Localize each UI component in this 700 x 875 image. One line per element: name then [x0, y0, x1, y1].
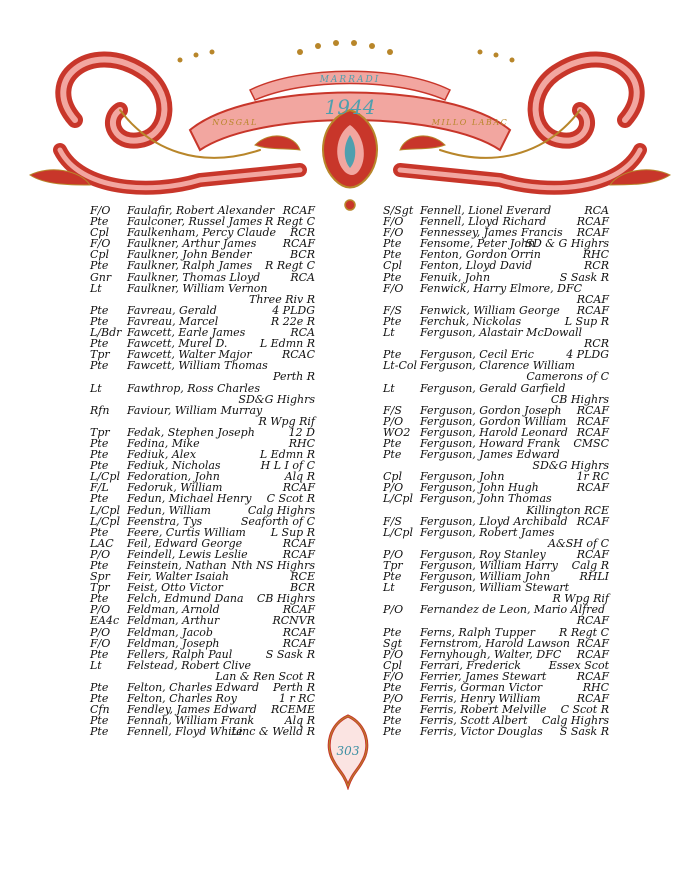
- entry-name: Fellers, Ralph Paul: [127, 647, 233, 661]
- entry-name: Feindell, Lewis Leslie: [127, 547, 248, 561]
- entry-rank: Cpl: [90, 226, 109, 240]
- entry-rank: Gnr: [90, 270, 112, 284]
- entry-name: Ferguson, Clarence William: [420, 359, 575, 373]
- entry-unit: 1 r RC: [279, 692, 315, 706]
- entry-rank: Pte: [383, 714, 402, 728]
- entry-name: Fediuk, Nicholas: [127, 459, 221, 473]
- entry-name: Fedun, William: [127, 503, 211, 517]
- entry-rank: Spr: [90, 570, 110, 584]
- entry-unit: RCAF: [576, 303, 609, 317]
- entry-unit: RCEME: [270, 703, 315, 717]
- entry-name: Ferchuk, Nickolas: [420, 314, 522, 328]
- entry-unit: A&SH of C: [548, 536, 609, 550]
- entry-name: Ferris, Gorman Victor: [420, 681, 543, 695]
- entry-name: Faulkner, John Bender: [127, 248, 252, 262]
- entry-unit: R Regt C: [265, 259, 315, 273]
- entry-rank: Pte: [383, 314, 402, 328]
- entry-unit: RCAF: [282, 547, 315, 561]
- entry-name: Ferris, Henry William: [420, 692, 541, 706]
- entry-name: Ferguson, Robert James: [420, 525, 555, 539]
- entry-unit: RCA: [290, 270, 315, 284]
- entry-rank: S/Sgt: [383, 204, 414, 217]
- entry-rank: F/O: [90, 237, 111, 251]
- entry-rank: Pte: [90, 492, 109, 506]
- entry-name: Felstead, Robert Clive: [127, 658, 252, 672]
- entry-rank: LAC: [90, 536, 114, 550]
- entry-name: Fenton, Lloyd David: [420, 259, 533, 273]
- entry-name: Fedoration, John: [127, 470, 220, 484]
- entry-unit: Calg Highrs: [541, 714, 609, 728]
- roll-entry: [90, 726, 315, 737]
- entry-name: Feldman, Arthur: [127, 614, 220, 628]
- entry-unit: RCAF: [282, 636, 315, 650]
- roll-entry: [90, 272, 315, 283]
- entry-unit: RCR: [584, 259, 609, 273]
- roll-entry: [383, 327, 609, 338]
- entry-rank: Pte: [90, 714, 109, 728]
- entry-unit: RHC: [582, 681, 609, 695]
- entry-rank: Pte: [90, 525, 109, 539]
- entry-name: Fedak, Stephen Joseph: [127, 425, 255, 439]
- entry-rank: P/O: [90, 625, 111, 639]
- entry-name: Ferguson, John Hugh: [420, 481, 539, 495]
- entry-unit: SD & G Highrs: [525, 237, 609, 251]
- entry-name: Fennell, Lionel Everard: [420, 204, 552, 217]
- entry-name: Fedoruk, William: [127, 481, 223, 495]
- entry-unit: C Scot R: [560, 703, 609, 717]
- roll-entry: [383, 604, 609, 615]
- entry-name: Ferris, Scott Albert: [420, 714, 528, 728]
- entry-unit: RCAF: [576, 292, 609, 306]
- entry-rank: Lt: [383, 326, 395, 340]
- entry-name: Feinstein, Nathan: [127, 559, 227, 572]
- gold-dots: [178, 40, 515, 63]
- entry-unit: RCNVR: [272, 614, 315, 628]
- entry-rank: L/Cpl: [383, 492, 413, 506]
- entry-unit: Calg Highrs: [247, 503, 315, 517]
- entry-rank: P/O: [383, 692, 404, 706]
- entry-unit: S Sask R: [559, 725, 609, 739]
- entry-name: Fennessey, James Francis: [420, 226, 563, 240]
- entry-name: Felch, Edmund Dana: [127, 592, 244, 606]
- entry-unit: RCAF: [576, 481, 609, 495]
- entry-rank: Lt: [383, 581, 395, 595]
- entry-rank: P/O: [383, 547, 404, 561]
- entry-unit: Linc & Welld R: [231, 725, 315, 739]
- entry-unit: RCAF: [576, 647, 609, 661]
- left-column: [90, 205, 315, 738]
- entry-rank: F/O: [383, 669, 404, 683]
- entry-name: Fedun, Michael Henry: [127, 492, 252, 506]
- entry-rank: Pte: [383, 725, 402, 739]
- entry-rank: Pte: [90, 215, 109, 229]
- entry-name: Feil, Edward George: [127, 536, 243, 550]
- entry-rank: Pte: [90, 692, 109, 706]
- entry-rank: Pte: [90, 459, 109, 473]
- entry-name: Fawcett, William Thomas: [127, 359, 268, 373]
- roll-entry: [90, 493, 315, 504]
- entry-unit: SD&G Highrs: [532, 459, 609, 473]
- entry-unit: RCAF: [576, 414, 609, 428]
- entry-name: Ferguson, John: [420, 470, 505, 484]
- entry-name: Fediuk, Alex: [127, 448, 197, 462]
- ribbon-top-text: MARRADI: [319, 75, 381, 85]
- entry-rank: EA4c: [90, 614, 120, 628]
- entry-rank: Cpl: [383, 259, 402, 273]
- entry-name: Ferris, Victor Douglas: [420, 725, 543, 739]
- entry-unit: RCAF: [576, 226, 609, 240]
- entry-rank: F/S: [383, 514, 402, 528]
- roll-entry: [383, 493, 609, 504]
- entry-unit: R Regt C: [559, 625, 609, 639]
- entry-unit: Three Riv R: [249, 292, 315, 306]
- entry-unit: RCAC: [281, 348, 315, 362]
- entry-rank: Lt-Col: [383, 359, 417, 373]
- entry-unit: Perth R: [273, 681, 315, 695]
- roll-entry: [90, 505, 315, 516]
- roll-entry: [383, 283, 609, 294]
- entry-rank: Tpr: [90, 425, 110, 439]
- entry-name: Faulkner, Ralph James: [127, 259, 253, 273]
- entry-name: Fenuik, John: [420, 270, 491, 284]
- entry-unit: 4 PLDG: [272, 303, 315, 317]
- entry-name: Fendley, James Edward: [127, 703, 257, 717]
- entry-unit: RHLI: [579, 570, 609, 584]
- entry-unit: RCAF: [282, 237, 315, 251]
- entry-rank: Pte: [383, 448, 402, 462]
- entry-rank: Pte: [90, 436, 109, 450]
- entry-unit: RCAF: [576, 669, 609, 683]
- entry-rank: F/O: [90, 204, 111, 217]
- entry-name: Fawcett, Walter Major: [127, 348, 252, 362]
- entry-name: Feenstra, Tys: [127, 514, 203, 528]
- entry-name: Faulkenham, Percy Claude: [127, 226, 277, 240]
- entry-rank: F/L: [90, 481, 109, 495]
- entry-unit: RCAF: [282, 481, 315, 495]
- entry-rank: P/O: [383, 414, 404, 428]
- entry-rank: Sgt: [383, 636, 402, 650]
- entry-rank: Pte: [383, 570, 402, 584]
- entry-rank: Pte: [90, 448, 109, 462]
- entry-unit: RCAF: [576, 425, 609, 439]
- entry-rank: P/O: [383, 603, 404, 617]
- entry-unit: Alq R: [284, 714, 315, 728]
- entry-unit: RCAF: [576, 215, 609, 229]
- entry-rank: Pte: [90, 337, 109, 351]
- entry-name: Ferguson, Alastair McDowall: [420, 326, 583, 340]
- roll-entry: [383, 726, 609, 737]
- entry-rank: Pte: [90, 647, 109, 661]
- entry-unit: BCR: [290, 581, 315, 595]
- entry-unit: 1r RC: [576, 470, 609, 484]
- entry-rank: L/Cpl: [90, 470, 120, 484]
- entry-unit: R Wpg Rif: [258, 414, 315, 428]
- entry-name: Felton, Charles Roy: [127, 692, 237, 706]
- entry-rank: L/Cpl: [90, 514, 120, 528]
- entry-name: Ferguson, Howard Frank: [420, 436, 561, 450]
- entry-name: Fennell, Lloyd Richard: [420, 215, 547, 229]
- entry-unit: S Sask R: [265, 647, 315, 661]
- entry-unit: CB Highrs: [256, 592, 315, 606]
- ribbon-left-text: NOSGAL: [212, 118, 258, 127]
- entry-rank: Pte: [383, 348, 402, 362]
- entry-rank: Pte: [90, 259, 109, 273]
- entry-rank: L/Cpl: [90, 503, 120, 517]
- entry-rank: Lt: [90, 281, 102, 295]
- page-number: 303: [336, 744, 360, 758]
- entry-unit: RCAF: [576, 547, 609, 561]
- entry-rank: Lt: [90, 381, 102, 395]
- entry-unit: RCAF: [282, 603, 315, 617]
- roll-entry-continuation: [383, 371, 609, 382]
- entry-unit: RCAF: [576, 514, 609, 528]
- entry-name: Feldman, Jacob: [127, 625, 213, 639]
- entry-name: Ferguson, Gordon William: [420, 414, 567, 428]
- entry-name: Fawcett, Earle James: [127, 326, 246, 340]
- entry-rank: Cpl: [90, 248, 109, 262]
- entry-name: Fernstrom, Harold Lawson: [420, 636, 570, 650]
- entry-unit: RHC: [288, 436, 315, 450]
- entry-rank: L/Bdr: [90, 326, 122, 340]
- roll-entry: [383, 627, 609, 638]
- entry-rank: Pte: [383, 625, 402, 639]
- entry-rank: Pte: [90, 359, 109, 373]
- entry-unit: Alq R: [284, 470, 315, 484]
- entry-unit: RCA: [290, 326, 315, 340]
- entry-rank: Rfn: [90, 403, 110, 417]
- entry-name: Ferguson, Lloyd Archibald: [420, 514, 568, 528]
- header-ornament: [0, 0, 700, 220]
- entry-rank: Lt: [90, 658, 102, 672]
- roll-entry-continuation: [90, 371, 315, 382]
- entry-name: Ferns, Ralph Tupper: [420, 625, 536, 639]
- entry-unit: S Sask R: [559, 270, 609, 284]
- entry-unit: RCAF: [576, 403, 609, 417]
- roll-entry-continuation: [383, 615, 609, 626]
- year-title: 1944: [324, 95, 376, 119]
- entry-unit: RCAF: [576, 692, 609, 706]
- entry-unit: RCAF: [282, 625, 315, 639]
- entry-name: Fenwick, Harry Elmore, DFC: [420, 281, 582, 295]
- entry-rank: F/S: [383, 403, 402, 417]
- entry-name: Feir, Walter Isaiah: [127, 570, 229, 584]
- entry-unit: CMSC: [573, 436, 609, 450]
- entry-rank: Tpr: [90, 581, 110, 595]
- entry-name: Ferguson, William John: [420, 570, 551, 584]
- entry-name: Feldman, Arnold: [127, 603, 220, 617]
- entry-unit: 12 D: [288, 425, 315, 439]
- center-medallion: [323, 110, 377, 210]
- entry-rank: Cpl: [383, 470, 402, 484]
- entry-name: Fenwick, William George: [420, 303, 560, 317]
- entry-name: Ferguson, John Thomas: [420, 492, 552, 506]
- entry-name: Ferguson, William Stewart: [420, 581, 570, 595]
- entry-name: Fernandez de Leon, Mario Alfred: [420, 603, 605, 617]
- entry-unit: R 22e R: [270, 314, 315, 328]
- entry-rank: L/Cpl: [383, 525, 413, 539]
- entry-name: Ferguson, Gordon Joseph: [420, 403, 562, 417]
- entry-unit: RCAF: [576, 636, 609, 650]
- entry-unit: L Edmn R: [259, 337, 315, 351]
- entry-rank: F/O: [383, 226, 404, 240]
- entry-unit: SD&G Highrs: [238, 392, 315, 406]
- entry-name: Fennah, William Frank: [127, 714, 255, 728]
- entry-rank: Tpr: [383, 559, 403, 572]
- ribbon-right-text: MILLO LABAC: [431, 118, 509, 127]
- entry-rank: Pte: [383, 681, 402, 695]
- entry-unit: Seaforth of C: [240, 514, 315, 528]
- entry-unit: L Sup R: [270, 525, 315, 539]
- entry-rank: P/O: [90, 547, 111, 561]
- entry-unit: RCAF: [282, 536, 315, 550]
- entry-rank: Pte: [383, 248, 402, 262]
- entry-name: Faulafir, Robert Alexander: [127, 204, 275, 217]
- entry-rank: WO2: [383, 425, 411, 439]
- entry-rank: Pte: [90, 314, 109, 328]
- entry-name: Ferrier, James Stewart: [420, 669, 547, 683]
- entry-name: Fedina, Mike: [127, 436, 200, 450]
- entry-rank: F/S: [383, 303, 402, 317]
- entry-rank: Pte: [90, 725, 109, 739]
- entry-name: Fensome, Peter John: [420, 237, 536, 251]
- roll-entry: [90, 627, 315, 638]
- entry-rank: P/O: [383, 647, 404, 661]
- entry-unit: Perth R: [273, 370, 315, 384]
- roll-entry: [383, 260, 609, 271]
- entry-name: Ferrari, Frederick: [420, 658, 521, 672]
- entry-unit: RCAF: [282, 204, 315, 217]
- roll-entry: [90, 383, 315, 394]
- entry-name: Fennell, Floyd White: [127, 725, 243, 739]
- right-column: [383, 205, 609, 738]
- entry-name: Feist, Otto Victor: [127, 581, 223, 595]
- entry-unit: CB Highrs: [550, 392, 609, 406]
- entry-rank: F/O: [90, 636, 111, 650]
- entry-rank: Pte: [383, 436, 402, 450]
- entry-rank: Tpr: [90, 348, 110, 362]
- entry-unit: C Scot R: [266, 492, 315, 506]
- entry-name: Faviour, William Murray: [127, 403, 263, 417]
- entry-rank: Pte: [90, 681, 109, 695]
- entry-name: Favreau, Gerald: [127, 303, 217, 317]
- entry-rank: Pte: [383, 270, 402, 284]
- entry-unit: R Regt C: [265, 215, 315, 229]
- entry-name: Favreau, Marcel: [127, 314, 219, 328]
- roll-entry: [90, 615, 315, 626]
- entry-name: Ferguson, William Harry: [420, 559, 558, 572]
- entry-name: Ferguson, Roy Stanley: [420, 547, 546, 561]
- entry-name: Faulkner, Thomas Lloyd: [127, 270, 261, 284]
- entry-name: Felton, Charles Edward: [127, 681, 260, 695]
- entry-name: Fenton, Gordon Orrin: [420, 248, 541, 262]
- entry-name: Faulkner, Arthur James: [127, 237, 257, 251]
- entry-name: Fawcett, Murel D.: [127, 337, 228, 351]
- entry-rank: Pte: [383, 703, 402, 717]
- entry-name: Ferguson, Cecil Eric: [420, 348, 534, 362]
- entry-rank: Cfn: [90, 703, 110, 717]
- roll-entry: [383, 272, 609, 283]
- entry-rank: Lt: [383, 381, 395, 395]
- entry-name: Fawthrop, Ross Charles: [127, 381, 260, 395]
- entry-unit: Camerons of C: [526, 370, 609, 384]
- entry-name: Fernyhough, Walter, DFC: [420, 647, 562, 661]
- entry-name: Faulconer, Russel James: [127, 215, 263, 229]
- entry-unit: Nth NS Highrs: [231, 559, 315, 572]
- entry-unit: RCR: [290, 226, 315, 240]
- entry-name: Ferguson, James Edward: [420, 448, 560, 462]
- entry-rank: F/O: [383, 215, 404, 229]
- entry-unit: RCA: [584, 204, 609, 217]
- entry-rank: Pte: [90, 592, 109, 606]
- entry-name: Ferguson, Harold Leonard: [420, 425, 568, 439]
- roll-entry-continuation: [383, 505, 609, 516]
- roll-entry: [90, 260, 315, 271]
- entry-unit: H L I of C: [260, 459, 315, 473]
- entry-name: Ferris, Robert Melville: [420, 703, 547, 717]
- roll-entry: [383, 383, 609, 394]
- entry-unit: RCAF: [576, 614, 609, 628]
- entry-unit: 4 PLDG: [566, 348, 609, 362]
- entry-name: Feldman, Joseph: [127, 636, 220, 650]
- entry-unit: Calg R: [571, 559, 609, 572]
- entry-unit: RCE: [290, 570, 315, 584]
- entry-rank: P/O: [383, 481, 404, 495]
- entry-unit: RHC: [582, 248, 609, 262]
- entry-rank: P/O: [90, 603, 111, 617]
- entry-unit: RCR: [584, 337, 609, 351]
- entry-name: Feere, Curtis William: [127, 525, 246, 539]
- entry-unit: BCR: [290, 248, 315, 262]
- entry-unit: R Wpg Rif: [552, 592, 609, 606]
- entry-unit: Essex Scot: [548, 658, 609, 672]
- entry-rank: Pte: [383, 237, 402, 251]
- entry-rank: Pte: [90, 303, 109, 317]
- entry-name: Ferguson, Gerald Garfield: [420, 381, 566, 395]
- entry-rank: Pte: [90, 559, 109, 572]
- entry-unit: L Sup R: [564, 314, 609, 328]
- roll-entry: [90, 427, 315, 438]
- entry-unit: Lan & Ren Scot R: [215, 669, 315, 683]
- entry-unit: Killington RCE: [526, 503, 609, 517]
- entry-name: Faulkner, William Vernon: [127, 281, 268, 295]
- entry-rank: Cpl: [383, 658, 402, 672]
- entry-unit: L Edmn R: [259, 448, 315, 462]
- entry-rank: F/O: [383, 281, 404, 295]
